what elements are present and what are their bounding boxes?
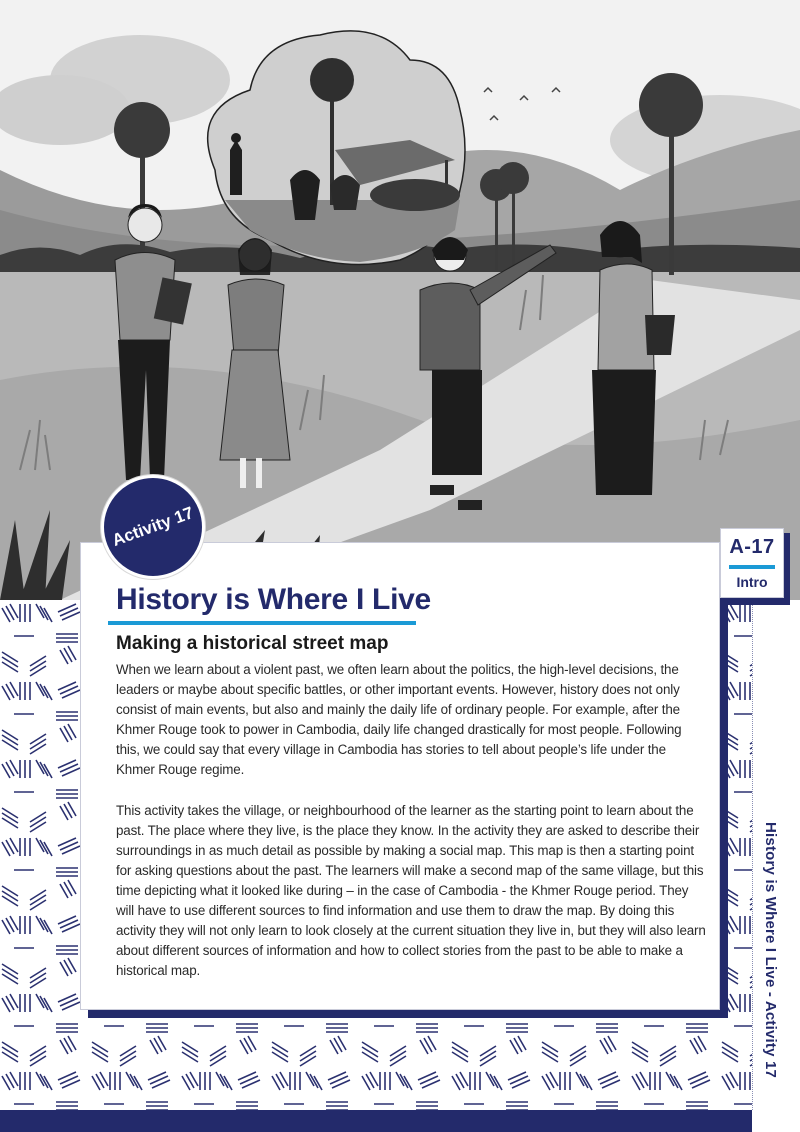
- paragraph: This activity takes the village, or neighbourhood of the learner as the starting point to learn about the past. The place where they live, is the place they know. In the activity they are asked to describe their surroundings in as much detail as possible by making a social map. This map is then a starting point for asking questions about the past. The learners will make a second map of the same village, but this time depicting what it looked like during – in the case of Cambodia - the Khmer Rouge period. They will have to use different sources to find information and use them to draw the map. By doing this activity they will not only learn to look closely at the current situation they live in, but they will also learn about different sources of information and how to collect stories from the past to be able to make a historical map.: [116, 802, 706, 979]
- tab-label: Intro: [736, 574, 768, 590]
- page-title: History is Where I Live: [116, 583, 431, 616]
- page-subtitle: Making a historical street map: [116, 633, 389, 654]
- pattern-dotted-edge: [752, 600, 753, 1110]
- activity-badge-label: Activity 17: [109, 503, 197, 551]
- section-tab: [720, 528, 784, 598]
- bottom-bar: [0, 1110, 752, 1132]
- title-underline: [108, 621, 416, 625]
- body-text: [116, 660, 708, 981]
- activity-badge: [101, 475, 205, 579]
- side-running-title: History is Where I Live - Activity 17: [762, 822, 779, 1079]
- tab-code: A-17: [729, 536, 775, 558]
- tab-rule: [729, 565, 775, 569]
- paragraph: When we learn about a violent past, we often learn about the politics, the high-level decisions, the leaders or maybe about specific battles, or other important events. However, history does not only consist of main events, but also and mainly the daily life of ordinary people. For example, after the Khmer Rouge took to power in Cambodia, daily life changed drastically for most people. Following this, we could say that every village in Cambodia has stories to tell about people’s life under the Khmer Rouge regime.: [116, 662, 682, 778]
